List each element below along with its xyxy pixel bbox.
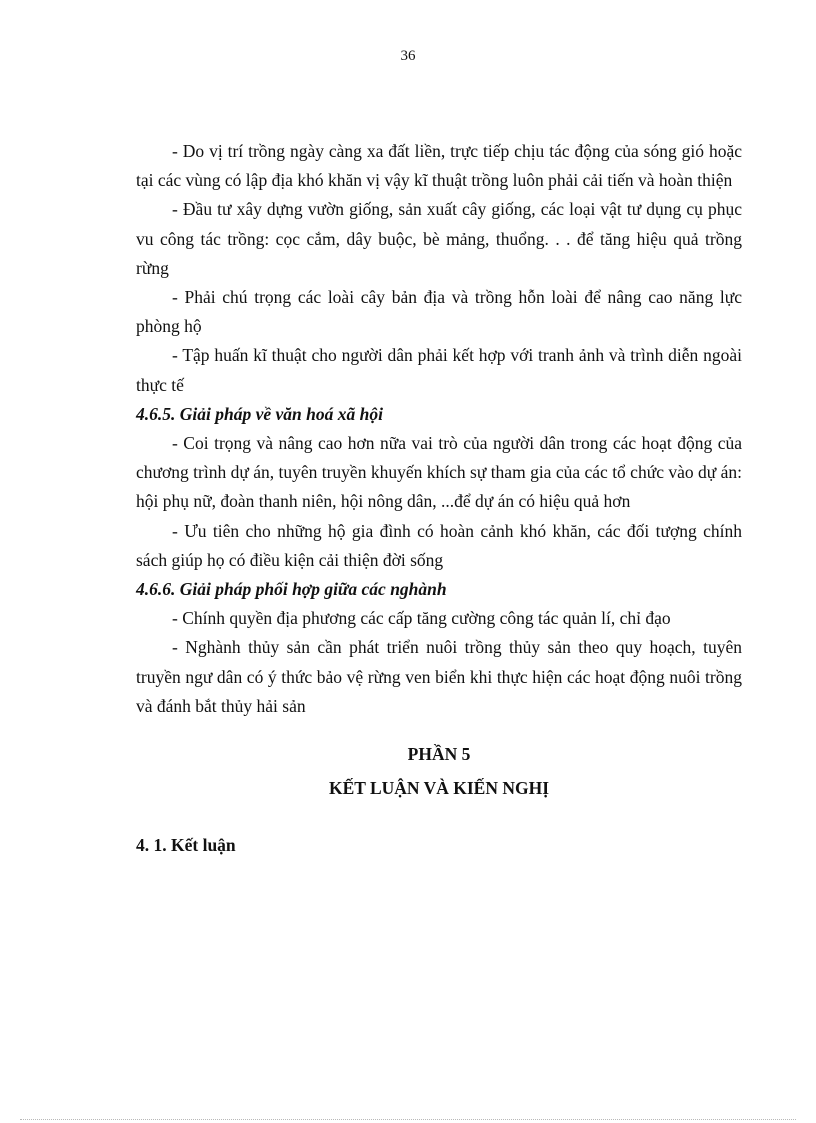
paragraph-priority-households: - Ưu tiên cho những hộ gia đình có hoàn cảnh khó khăn, các đối tượng chính sách giúp họ có điều kiện cải thiện đời sống <box>136 520 742 570</box>
paragraph-nursery-investment: - Đầu tư xây dựng vườn giống, sản xuất cây giống, các loại vật tư dụng cụ phục vu công tác trồng: cọc cắm, dây buộc, bè mảng, thuổng. . . để tăng hiệu quả trồng rừng <box>136 199 742 278</box>
paragraph-fisheries-sector: - Nghành thủy sản cần phát triển nuôi trồng thủy sản theo quy hoạch, tuyên truyền ngư dân có ý thức bảo vệ rừng ven biển khi thực hiện các hoạt động nuôi trồng và đánh bắt thủy hải sản <box>136 637 742 716</box>
paragraph-community-role: - Coi trọng và nâng cao hơn nữa vai trò của người dân trong các hoạt động của chương trình dự án, tuyên truyền khuyến khích sự tham gia của các tổ chức vào dự án: hội phụ nữ, đoàn thanh niên, hội nông dân, ...để dự án có hiệu quả hơn <box>136 433 742 512</box>
part-title: KẾT LUẬN VÀ KIẾN NGHỊ <box>328 778 550 799</box>
paragraph-site-conditions: - Do vị trí trồng ngày càng xa đất liền, trực tiếp chịu tác động của sóng gió hoặc tại các vùng có lập địa khó khăn vị vậy kĩ thuật trồng luôn phải cải tiến và hoàn thiện <box>136 141 742 191</box>
document-body <box>136 137 742 860</box>
paragraph-native-species: - Phải chú trọng các loài cây bản địa và trồng hỗn loài để nâng cao năng lực phòng hộ <box>136 287 742 337</box>
section-heading-4-1: 4. 1. Kết luận <box>136 835 236 856</box>
part-label: PHẦN 5 <box>407 744 471 765</box>
heading-4-6-5: 4.6.5. Giải pháp về văn hoá xã hội <box>136 403 383 424</box>
page-bottom-divider <box>20 1119 796 1120</box>
paragraph-local-government: - Chính quyền địa phương các cấp tăng cường công tác quản lí, chỉ đạo <box>172 608 671 629</box>
paragraph-training: - Tập huấn kĩ thuật cho người dân phải kết hợp với tranh ảnh và trình diễn ngoài thực tế <box>136 345 742 395</box>
page-number: 36 <box>400 48 416 64</box>
heading-4-6-6: 4.6.6. Giải pháp phối hợp giữa các nghành <box>136 579 447 600</box>
part-heading <box>136 739 742 803</box>
